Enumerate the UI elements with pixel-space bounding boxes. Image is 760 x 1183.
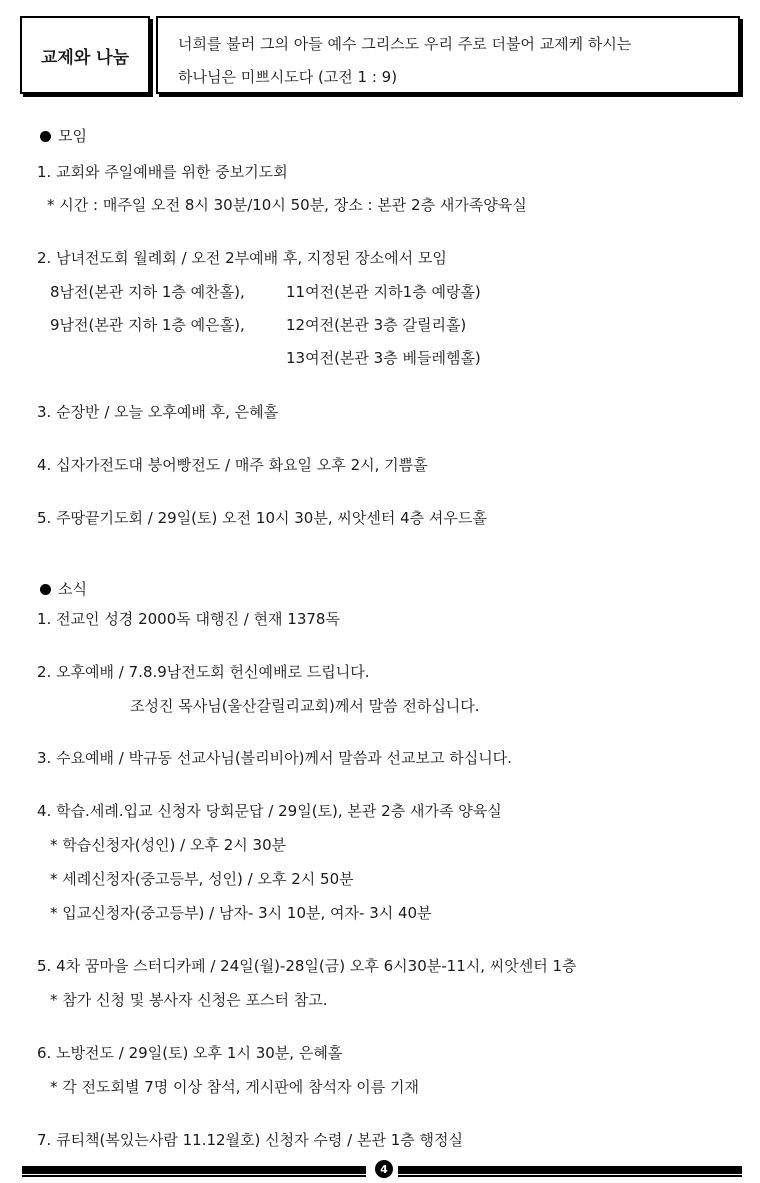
news-item-6: 6. 노방전도 / 29일(토) 오후 1시 30분, 은혜홀 xyxy=(37,1044,343,1062)
news-item-4-detail-1: * 학습신청자(성인) / 오후 2시 30분 xyxy=(50,836,287,854)
meeting-item-2-women-13: 13여전(본관 3층 베들레헴홀) xyxy=(286,349,481,367)
meetings-heading: 모임 xyxy=(58,127,87,145)
section-tag: 교제와 나눔 xyxy=(20,16,150,94)
news-item-2-detail: 조성진 목사님(울산갈릴리교회)께서 말씀 전하십니다. xyxy=(130,697,480,715)
scripture-line-2: 하나님은 미쁘시도다 (고전 1 : 9) xyxy=(178,68,398,86)
meeting-item-2-men-9: 9남전(본관 지하 1층 예은홀), xyxy=(50,316,245,334)
news-item-1: 1. 전교인 성경 2000독 대행진 / 현재 1378독 xyxy=(37,610,340,628)
scripture-box xyxy=(156,16,740,94)
news-heading: 소식 xyxy=(58,580,87,598)
news-item-7: 7. 큐티책(복있는사람 11.12월호) 신청자 수령 / 본관 1층 행정실 xyxy=(37,1131,463,1149)
news-item-6-detail: * 각 전도회별 7명 이상 참석, 게시판에 참석자 이름 기재 xyxy=(50,1078,420,1096)
news-item-5-detail: * 참가 신청 및 봉사자 신청은 포스터 참고. xyxy=(50,991,328,1009)
meeting-item-2-men-8: 8남전(본관 지하 1층 예찬홀), xyxy=(50,283,245,301)
bullet-icon xyxy=(40,584,51,595)
meeting-item-2-women-11: 11여전(본관 지하1층 예랑홀) xyxy=(286,283,481,301)
meeting-item-2-women-12: 12여전(본관 3층 갈릴리홀) xyxy=(286,316,467,334)
news-item-4: 4. 학습.세례.입교 신청자 당회문답 / 29일(토), 본관 2층 새가족 양육실 xyxy=(37,802,502,820)
news-item-2: 2. 오후예배 / 7.8.9남전도회 헌신예배로 드립니다. xyxy=(37,663,370,681)
meeting-item-1: 1. 교회와 주일예배를 위한 중보기도회 xyxy=(37,163,288,181)
news-item-5: 5. 4차 꿈마을 스터디카페 / 24일(월)-28일(금) 오후 6시30분-11시, 씨앗센터 1층 xyxy=(37,957,577,975)
meeting-item-3: 3. 순장반 / 오늘 오후예배 후, 은혜홀 xyxy=(37,403,279,421)
page-number-badge: 4 xyxy=(375,1160,393,1178)
scripture-line-1: 너희를 불러 그의 아들 예수 그리스도 우리 주로 더불어 교제케 하시는 xyxy=(178,35,632,53)
meeting-item-5: 5. 주땅끝기도회 / 29일(토) 오전 10시 30분, 씨앗센터 4층 셔우드홀 xyxy=(37,509,487,527)
news-item-3: 3. 수요예배 / 박규동 선교사님(볼리비아)께서 말씀과 선교보고 하십니다. xyxy=(37,749,512,767)
news-item-4-detail-2: * 세례신청자(중고등부, 성인) / 오후 2시 50분 xyxy=(50,870,354,888)
meeting-item-1-detail: * 시간 : 매주일 오전 8시 30분/10시 50분, 장소 : 본관 2층 새가족양육실 xyxy=(47,196,527,214)
header xyxy=(20,16,742,98)
meeting-item-4: 4. 십자가전도대 붕어빵전도 / 매주 화요일 오후 2시, 기쁨홀 xyxy=(37,456,428,474)
news-item-4-detail-3: * 입교신청자(중고등부) / 남자- 3시 10분, 여자- 3시 40분 xyxy=(50,904,432,922)
bullet-icon xyxy=(40,131,51,142)
meeting-item-2: 2. 남녀전도회 월례회 / 오전 2부예배 후, 지정된 장소에서 모임 xyxy=(37,249,447,267)
